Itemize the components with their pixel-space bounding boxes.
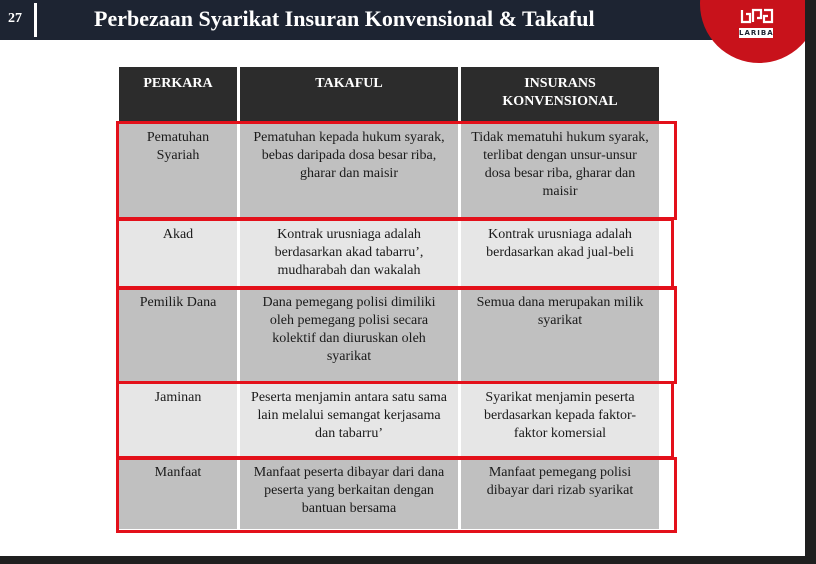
slide-title: Perbezaan Syarikat Insuran Konvensional & Takaful (94, 6, 595, 31)
cell-konvensional: Tidak mematuhi hukum syarak, terlibat dengan unsur-unsur dosa besar riba, gharar dan maisir (461, 124, 659, 218)
header-divider (34, 3, 37, 37)
cell-takaful: Manfaat peserta dibayar dari dana peserta yang berkaitan dengan bantuan bersama (240, 459, 458, 529)
slide-header (0, 0, 805, 40)
highlight-box-manfaat (116, 457, 677, 533)
cell-konvensional: Kontrak urusniaga adalah berdasarkan akad jual-beli (461, 221, 659, 286)
header-konvensional: INSURANS KONVENSIONAL (461, 67, 659, 121)
cell-konvensional: Syarikat menjamin peserta berdasarkan kepada faktor-faktor komersial (461, 384, 659, 456)
table-header-row (119, 67, 659, 121)
cell-takaful: Kontrak urusniaga adalah berdasarkan akad tabarru’, mudharabah dan wakalah (240, 221, 458, 286)
cell-takaful: Peserta menjamin antara satu sama lain melalui semangat kerjasama dan tabarru’ (240, 384, 458, 456)
lariba-logo-icon (740, 8, 774, 24)
cell-konvensional: Manfaat pemegang polisi dibayar dari rizab syarikat (461, 459, 659, 529)
highlight-box-akad (116, 218, 674, 290)
highlight-box-pemilik-dana (116, 286, 677, 384)
header-takaful: TAKAFUL (240, 67, 458, 121)
highlight-box-jaminan (116, 381, 674, 459)
cell-takaful: Dana pemegang polisi dimiliki oleh pemegang polisi secara kolektif dan diuruskan oleh syarikat (240, 289, 458, 381)
cell-konvensional: Semua dana merupakan milik syarikat (461, 289, 659, 381)
highlight-box-pematuhan (116, 121, 677, 220)
cell-perkara: Pematuhan Syariah (119, 124, 237, 218)
cell-perkara: Manfaat (119, 459, 237, 529)
page-number: 27 (8, 11, 22, 26)
logo-text: LARIBA (739, 29, 774, 37)
cell-takaful: Pematuhan kepada hukum syarak, bebas daripada dosa besar riba, gharar dan maisir (240, 124, 458, 218)
cell-perkara: Akad (119, 221, 237, 286)
cell-perkara: Pemilik Dana (119, 289, 237, 381)
cell-perkara: Jaminan (119, 384, 237, 456)
header-perkara: PERKARA (119, 67, 237, 121)
